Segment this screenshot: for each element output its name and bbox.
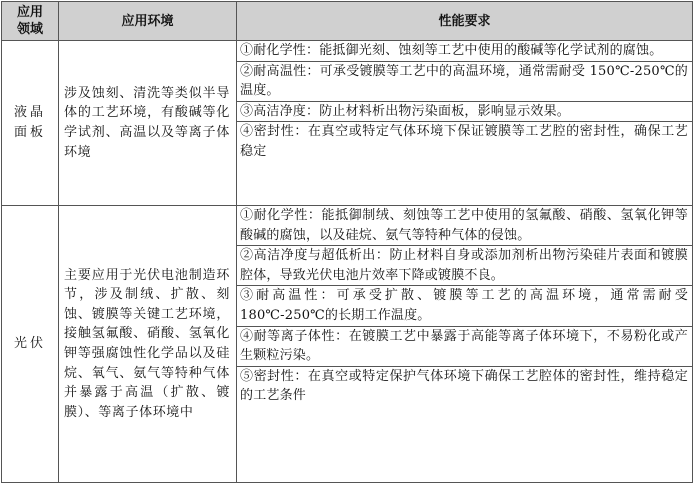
requirement-item: ③高洁净度：防止材料析出物污染面板，影响显示效果。 <box>237 102 692 123</box>
header-row <box>2 2 693 41</box>
header-env: 应用环境 <box>59 2 237 41</box>
requirements-cell <box>237 41 693 206</box>
requirement-item: ④耐等离子体性：在镀膜工艺中暴露于高能等离子体环境下，不易粉化或产生颗粒污染。 <box>237 327 692 367</box>
header-field <box>2 2 59 41</box>
table-row-lcd <box>2 41 693 206</box>
requirement-item: ②高洁净度与超低析出：防止材料自身或添加剂析出物污染硅片表面和镀膜腔体，导致光伏电池片效率下降或镀膜不良。 <box>237 246 692 286</box>
env-cell: 涉及蚀刻、清洗等类似半导体的工艺环境，有酸碱等化学试剂、高温以及等离子体环境 <box>59 41 237 206</box>
requirements-table <box>1 1 693 483</box>
requirements-cell <box>237 206 693 483</box>
requirement-item: ④密封性：在真空或特定气体环境下保证镀膜等工艺腔的密封性，确保工艺稳定 <box>240 124 688 159</box>
table-row-pv <box>2 206 693 483</box>
env-cell: 主要应用于光伏电池制造环节，涉及制绒、扩散、刻蚀、镀膜等关键工艺环境，接触氢氟酸、硝酸、氢氧化钾等强腐蚀性化学品以及硅烷、氧气、氨气等特种气体并暴露于高温（扩散、镀膜）、等离子体环境中 <box>59 206 237 483</box>
header-req: 性能要求 <box>237 2 693 41</box>
field-cell: 液晶面板 <box>2 41 59 206</box>
requirement-item: ①耐化学性：能抵御制绒、刻蚀等工艺中使用的氢氟酸、硝酸、氢氧化钾等酸碱的腐蚀，以及硅烷、氨气等特种气体的侵蚀。 <box>237 206 692 246</box>
field-cell: 光伏 <box>2 206 59 483</box>
requirement-item: ⑤密封性：在真空或特定保护气体环境下确保工艺腔体的密封性，维持稳定的工艺条件 <box>240 368 688 404</box>
requirement-item: ②耐高温性：可承受镀膜等工艺中的高温环境，通常需耐受 150℃-250℃的温度。 <box>237 62 692 102</box>
requirement-item: ③耐高温性：可承受扩散、镀膜等工艺的高温环境，通常需耐受 180℃-250℃的长期工作温度。 <box>237 286 692 326</box>
header-field-line1: 应用 <box>16 5 43 20</box>
requirement-item: ①耐化学性：能抵御光刻、蚀刻等工艺中使用的酸碱等化学试剂的腐蚀。 <box>237 41 692 62</box>
header-field-line2: 领域 <box>16 22 43 37</box>
